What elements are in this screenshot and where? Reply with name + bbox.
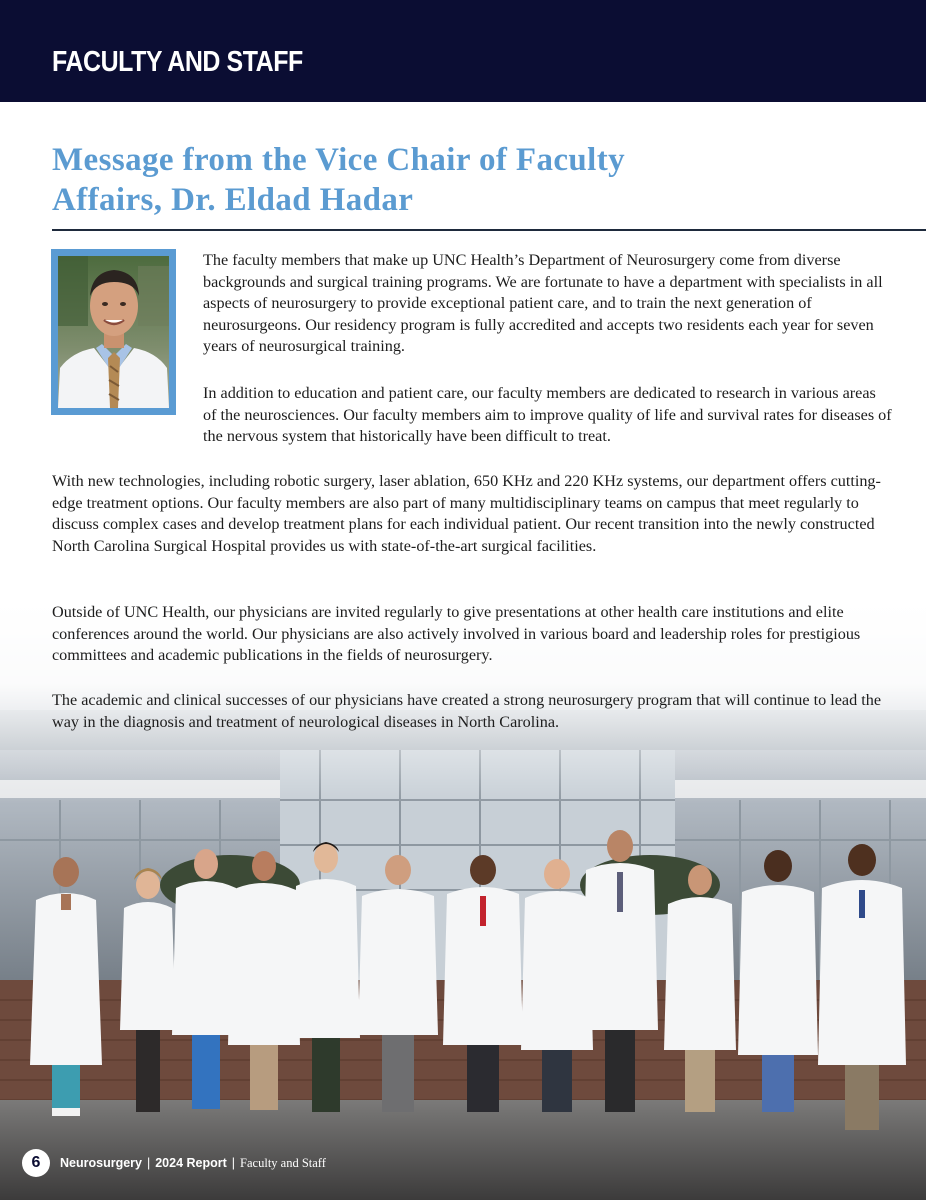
page-heading-line2: Affairs, Dr. Eldad Hadar xyxy=(52,182,414,218)
paragraph-4: Outside of UNC Health, our physicians are invited regularly to give presentations at other health care institutions and elite conferences around the world. Our physicians are also actively involved in various board and leadership roles for prestigious committees and academic publications in the fields of neurosurgery. xyxy=(52,603,861,665)
portrait-frame xyxy=(51,249,176,415)
page-number: 6 xyxy=(22,1149,50,1177)
footer-separator-2: | xyxy=(231,1155,236,1170)
page-footer xyxy=(22,1149,326,1177)
footer-text xyxy=(60,1156,326,1171)
page-heading xyxy=(52,140,912,220)
page-heading-line1: Message from the Vice Chair of Faculty xyxy=(52,142,626,178)
paragraph-1: The faculty members that make up UNC Health’s Department of Neurosurgery come from diverse backgrounds and surgical training programs. We are fortunate to have a department with specialists in all aspects of neurosurgery to provide exceptional patient care, and to train the next generation of neurosurgeons. Our residency program is fully accredited and accepts two residents each year for seven years of neurosurgical training. xyxy=(203,251,883,356)
header-band xyxy=(0,0,926,102)
paragraph-5: The academic and clinical successes of our physicians have created a strong neurosurgery program that will continue to lead the way in the diagnosis and treatment of neurological diseases in North Carolina. xyxy=(52,691,882,731)
footer-separator-1: | xyxy=(146,1155,151,1170)
portrait-photo xyxy=(58,256,169,408)
heading-rule xyxy=(52,229,926,231)
section-title: FACULTY AND STAFF xyxy=(52,46,303,78)
paragraph-2: In addition to education and patient care, our faculty members are dedicated to research in various areas of the neurosciences. Our faculty members aim to improve quality of life and survival rates for diseases of the nervous system that historically have been difficult to treat. xyxy=(203,384,892,446)
paragraph-3: With new technologies, including robotic surgery, laser ablation, 650 KHz and 220 KHz systems, our department offers cutting-edge treatment options. Our faculty members are also part of many multidisciplinary teams on campus that meet regularly to discuss complex cases and develop treatment plans for each individual patient. Our recent transition into the newly constructed North Carolina Surgical Hospital provides us with state-of-the-art surgical facilities. xyxy=(52,472,881,555)
footer-section: Faculty and Staff xyxy=(240,1155,326,1170)
footer-publication: Neurosurgery xyxy=(60,1155,142,1170)
footer-report: 2024 Report xyxy=(155,1155,227,1170)
